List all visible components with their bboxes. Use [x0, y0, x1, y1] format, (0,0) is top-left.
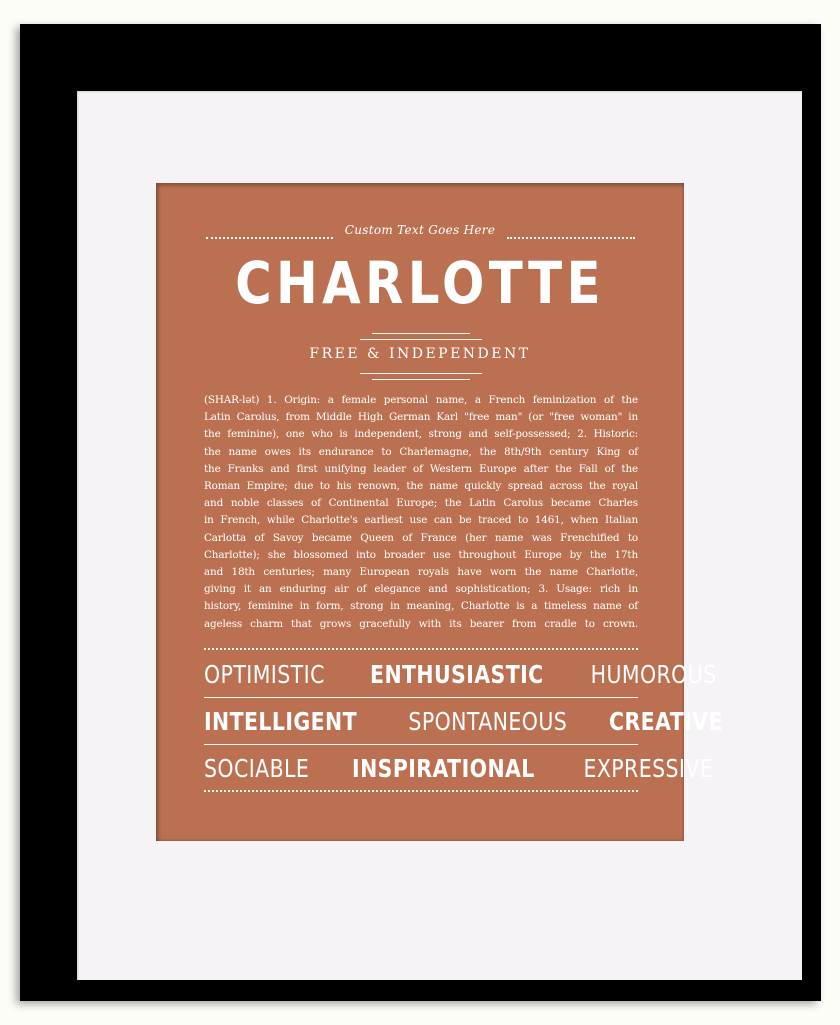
- tagline: FREE & INDEPENDENT: [309, 346, 531, 362]
- definition-line: and 18th centuries; many European royals have worn the name Charlotte,: [204, 566, 638, 579]
- traits-bottom-dotted-divider: [204, 790, 638, 792]
- trait-word: SOCIABLE: [204, 753, 310, 783]
- trait-word: INSPIRATIONAL: [352, 753, 536, 783]
- trait-row-2: [204, 701, 724, 741]
- tagline-bottom-rule-1: [360, 373, 482, 374]
- definition-line: history, feminine in form, strong in meaning, Charlotte is a timeless name of: [204, 600, 638, 613]
- trait-word: EXPRESSIVE: [583, 753, 714, 783]
- tagline-top-rule-2: [360, 339, 482, 340]
- definition-line: giving it an enduring air of elegance and sophistication; 3. Usage: rich in: [204, 583, 638, 596]
- trait-word: OPTIMISTIC: [204, 659, 325, 689]
- definition-line: and noble classes of Continental Europe; the Latin Carolus became Charles: [204, 497, 638, 510]
- trait-word: HUMOROUS: [590, 659, 717, 689]
- definition-line: the feminine), one who is independent, strong and self-possessed; 2. Historic:: [204, 428, 638, 441]
- custom-text: Custom Text Goes Here: [344, 223, 496, 237]
- name-print: [156, 183, 724, 841]
- top-right-dotted-divider: [507, 237, 635, 239]
- trait-word: ENTHUSIASTIC: [370, 659, 544, 689]
- top-left-dotted-divider: [206, 237, 333, 239]
- name-title: CHARLOTTE: [235, 249, 605, 317]
- traits-top-dotted-divider: [204, 648, 638, 650]
- trait-row-divider: [204, 744, 638, 745]
- definition-line: Latin Carolus, from Middle High German Karl "free man" (or "free woman" in: [204, 411, 638, 424]
- name-definition: [204, 392, 638, 633]
- definition-line: Charlotte); she blossomed into broader use throughout Europe by the 17th: [204, 548, 638, 561]
- definition-line: the name owes its endurance to Charlemagne, the 8th/9th century King of: [204, 445, 638, 458]
- definition-line: in French, while Charlotte's earliest use can be traced to 1461, when Italian: [204, 514, 638, 527]
- trait-word: CREATIVE: [609, 706, 724, 736]
- definition-line: Roman Empire; due to his renown, the name quickly spread across the royal: [204, 480, 638, 493]
- trait-row-divider: [204, 697, 638, 698]
- definition-line: (SHAR-lət) 1. Origin: a female personal name, a French feminization of the: [204, 394, 638, 406]
- definition-line: Carlotta of Savoy became Queen of France (her name was Frenchified to: [204, 531, 638, 544]
- trait-row-3: [204, 748, 714, 788]
- trait-row-1: [204, 654, 717, 694]
- tagline-top-rule-1: [372, 333, 470, 334]
- trait-word: INTELLIGENT: [204, 706, 358, 736]
- definition-line: the Franks and first unifying leader of Western Europe after the Fall of the: [204, 462, 638, 475]
- trait-word: SPONTANEOUS: [408, 706, 567, 736]
- tagline-bottom-rule-2: [372, 379, 470, 380]
- definition-line: ageless charm that grows gracefully with its bearer from cradle to crown.: [204, 617, 638, 630]
